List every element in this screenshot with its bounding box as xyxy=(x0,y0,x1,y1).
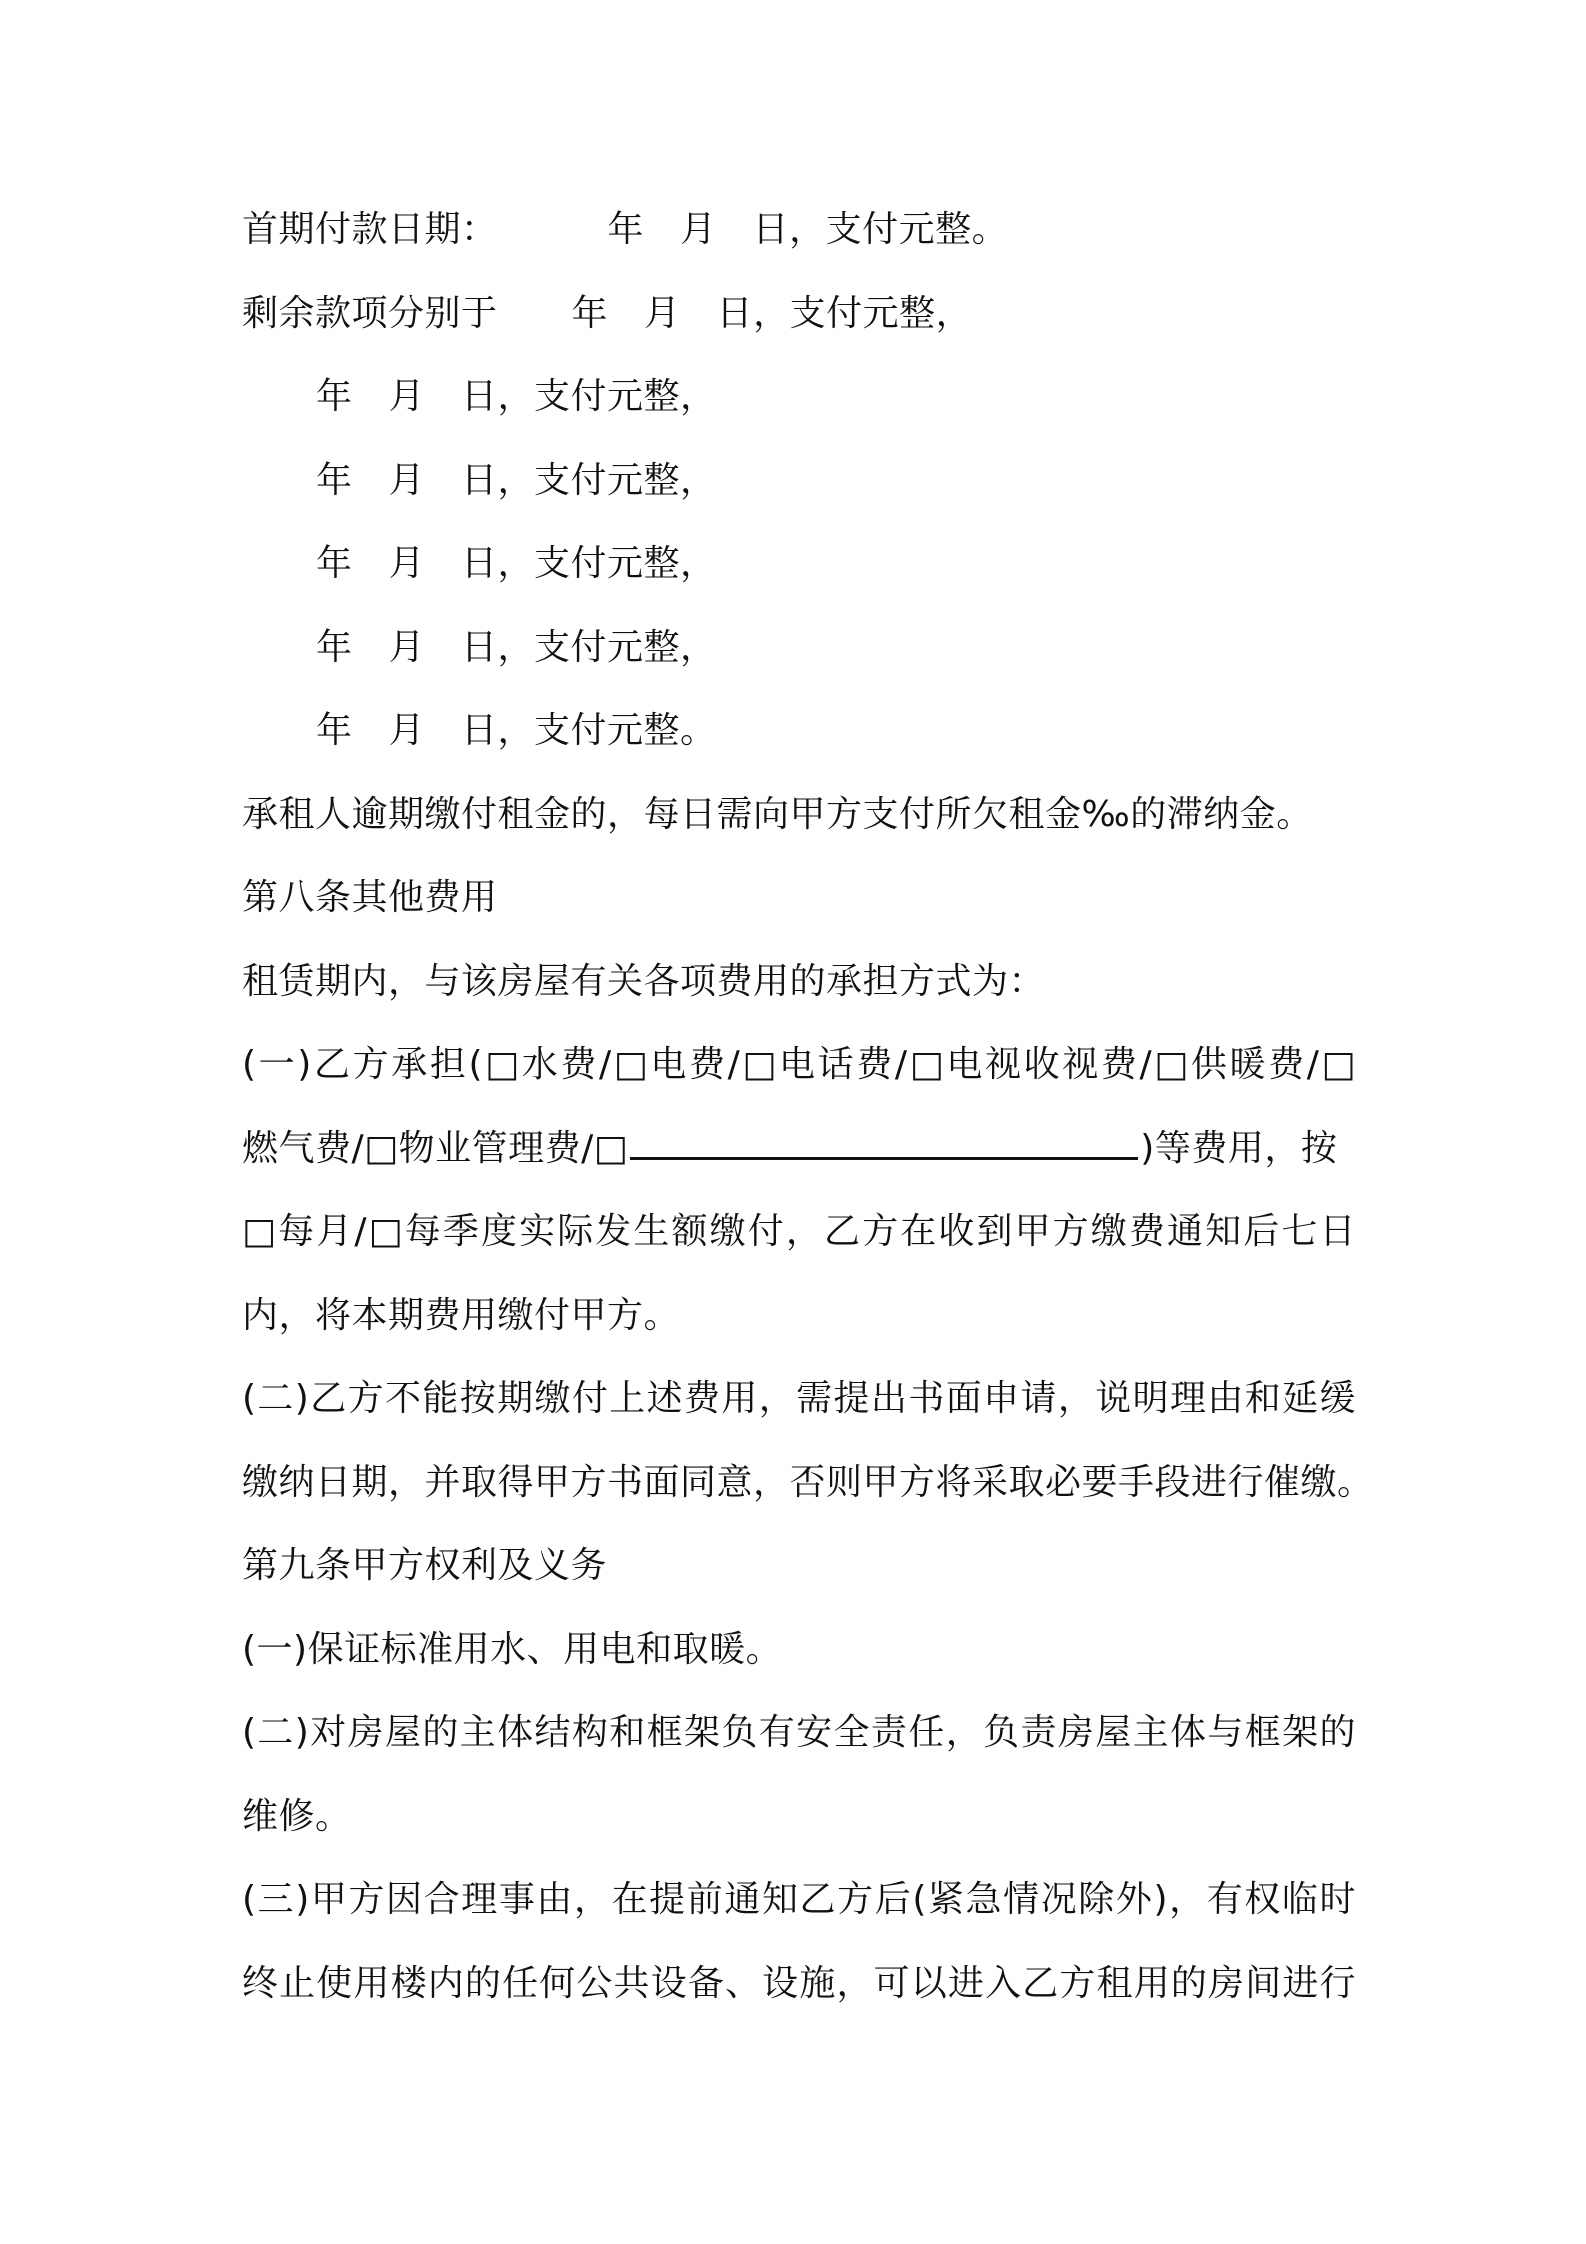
year-label: 年 xyxy=(571,293,609,334)
installment-line xyxy=(316,373,717,421)
first-payment-line xyxy=(242,206,1008,254)
pay-text: ，支付元整， xyxy=(497,460,717,501)
fee-options-text: 燃气费/□物业管理费/□ xyxy=(242,1128,629,1169)
year-label: 年 xyxy=(316,460,353,501)
article-8-item2-line1: (二)乙方不能按期缴付上述费用，需提出书面申请，说明理由和延缓 xyxy=(242,1378,1356,1419)
day-label: 日 xyxy=(461,543,498,584)
article-8-title: 第八条其他费用 xyxy=(242,877,498,918)
article-8-item1-line1: (一)乙方承担(□水费/□电费/□电话费/□电视收视费/□供暖费/□ xyxy=(242,1044,1356,1085)
month-label: 月 xyxy=(388,627,426,668)
day-label: 日 xyxy=(461,460,498,501)
fee-options-text-end: )等费用，按 xyxy=(1140,1128,1338,1169)
pay-text: ，支付元整， xyxy=(753,293,973,334)
year-label: 年 xyxy=(316,543,353,584)
article-9-title: 第九条甲方权利及义务 xyxy=(242,1545,608,1586)
month-label: 月 xyxy=(388,376,426,417)
installment-line xyxy=(316,457,717,505)
article-9-item2-line1: (二)对房屋的主体结构和框架负有安全责任，负责房屋主体与框架的 xyxy=(242,1712,1356,1753)
first-payment-label: 首期付款日期： xyxy=(242,209,498,250)
installment-line xyxy=(316,540,717,588)
pay-text: ，支付元整， xyxy=(497,543,717,584)
month-label: 月 xyxy=(680,209,717,250)
day-label: 日 xyxy=(461,376,498,417)
article-9-item3-line1: (三)甲方因合理事由，在提前通知乙方后(紧急情况除外)，有权临时 xyxy=(242,1879,1356,1920)
remaining-payment-label: 剩余款项分别于 xyxy=(242,293,498,334)
month-label: 月 xyxy=(644,293,681,334)
article-8-item1-line3: □每月/□每季度实际发生额缴付，乙方在收到甲方缴费通知后七日 xyxy=(242,1211,1356,1252)
remaining-payment-line xyxy=(242,290,972,338)
day-label: 日 xyxy=(461,710,498,751)
article-9-item1: (一)保证标准用水、用电和取暖。 xyxy=(242,1629,783,1670)
article-8-item2-line2: 缴纳日期，并取得甲方书面同意，否则甲方将采取必要手段进行催缴。 xyxy=(242,1462,1374,1503)
other-fee-blank xyxy=(630,1127,1138,1160)
year-label: 年 xyxy=(316,710,353,751)
year-label: 年 xyxy=(316,376,353,417)
pay-text: ，支付元整， xyxy=(497,376,717,417)
day-label: 日 xyxy=(716,293,754,334)
year-label: 年 xyxy=(607,209,645,250)
article-8-item1-line4: 内，将本期费用缴付甲方。 xyxy=(242,1295,681,1336)
month-label: 月 xyxy=(388,710,426,751)
month-label: 月 xyxy=(388,460,426,501)
year-label: 年 xyxy=(316,627,353,668)
late-fee-clause: 承租人逾期缴付租金的，每日需向甲方支付所欠租金‰的滞纳金。 xyxy=(242,794,1313,835)
pay-text: ，支付元整。 xyxy=(497,710,717,751)
day-label: 日 xyxy=(752,209,790,250)
installment-line xyxy=(316,624,717,672)
article-9-item2-line2: 维修。 xyxy=(242,1796,352,1837)
article-8-intro: 租赁期内，与该房屋有关各项费用的承担方式为： xyxy=(242,961,1046,1002)
month-label: 月 xyxy=(388,543,426,584)
article-9-item3-line2: 终止使用楼内的任何公共设备、设施，可以进入乙方租用的房间进行 xyxy=(242,1963,1356,2004)
pay-text: ，支付元整， xyxy=(497,627,717,668)
day-label: 日 xyxy=(461,627,498,668)
pay-text: ，支付元整。 xyxy=(789,209,1009,250)
installment-line-final xyxy=(316,707,717,755)
article-8-item1-line2 xyxy=(242,1125,1337,1173)
